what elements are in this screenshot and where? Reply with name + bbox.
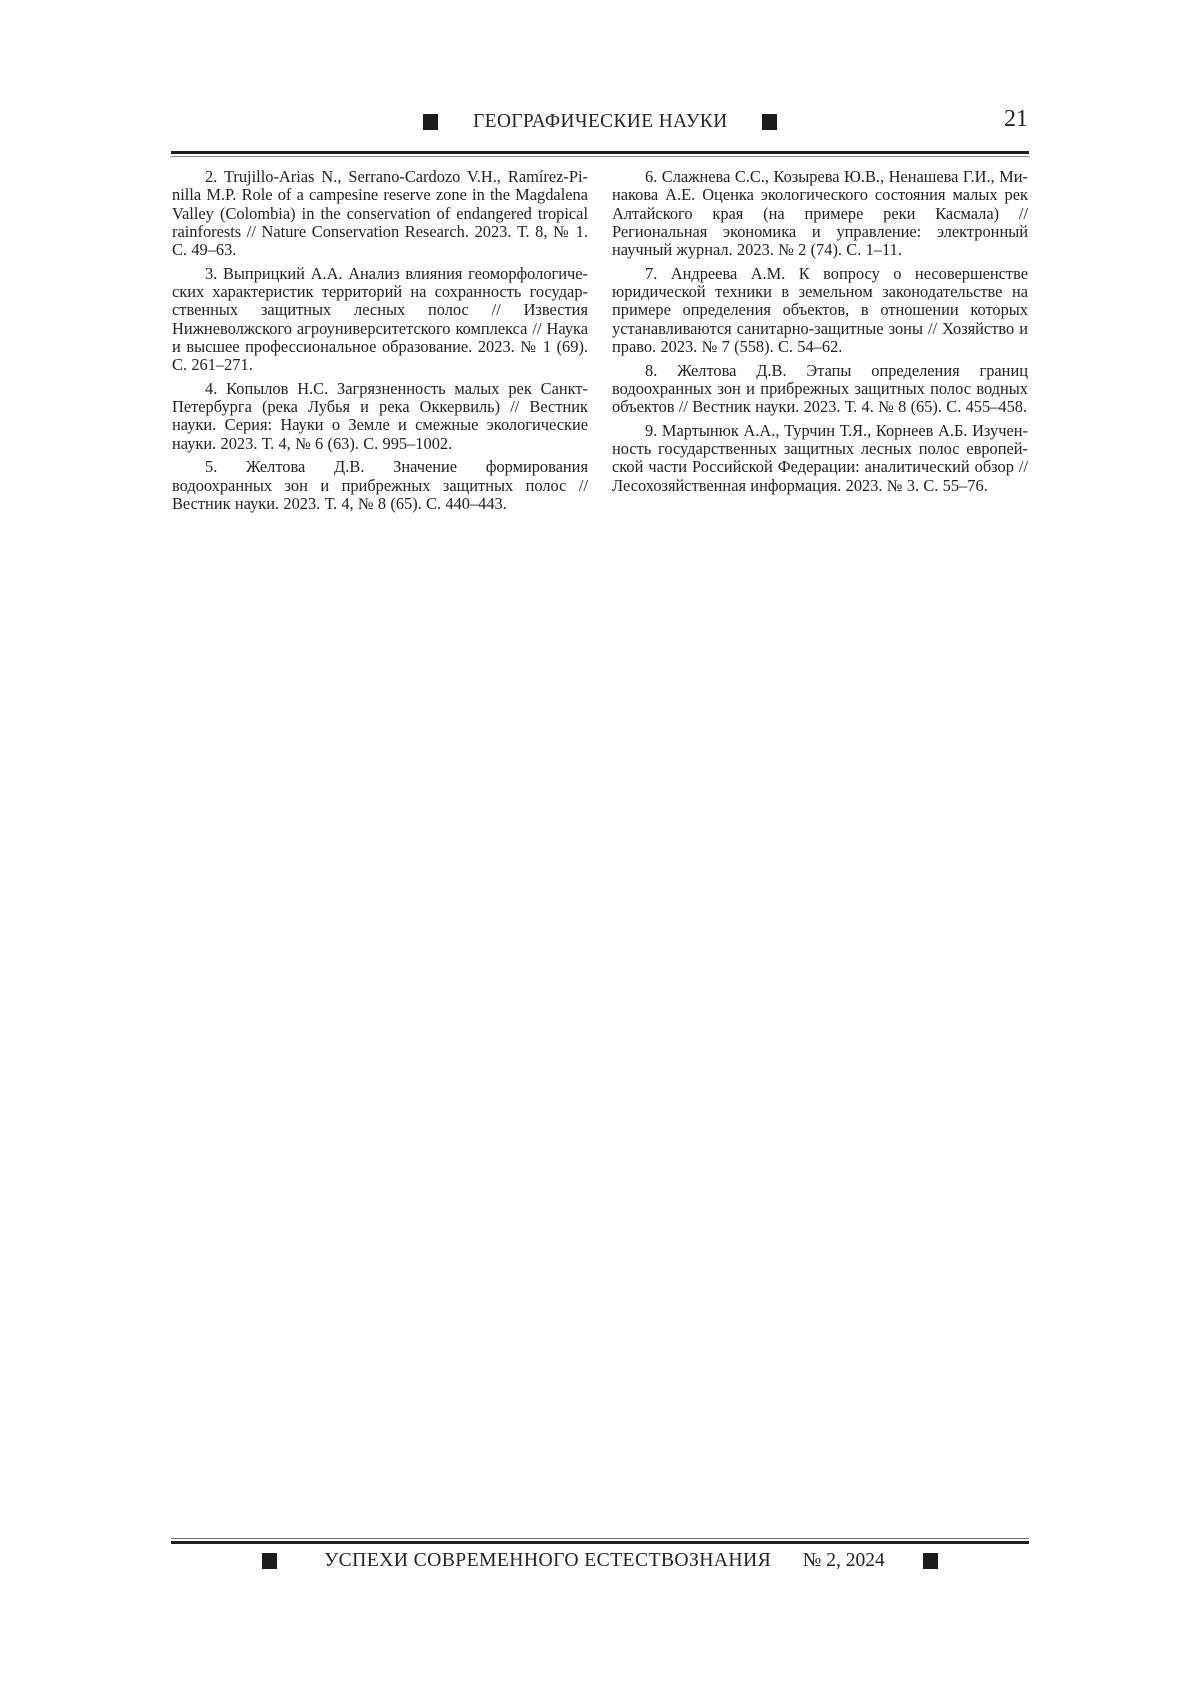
reference-item: 5. Желтова Д.В. Значение формирования водоохранных зон и прибрежных защитных полос // Вестник науки. 2023. Т. 4, № 8 (65). С. 440–443. — [172, 457, 588, 513]
journal-issue: № 2, 2024 — [802, 1550, 885, 1571]
references-column-left — [172, 168, 588, 519]
footer-marker-left-icon — [262, 1553, 277, 1569]
section-marker-left-icon — [423, 114, 438, 130]
header-rule — [171, 151, 1029, 157]
reference-item: 2. Trujillo-Arias N., Serrano-Cardozo V.H., Ramírez-Pinilla M.P. Role of a campesine reserve zone in the Magdalena Valley (Colombia) in the conservation of endangered tropical rainforests // Nature Conservation Research. 2023. Т. 8, № 1. С. 49–63. — [172, 167, 588, 259]
references-columns — [172, 168, 1028, 519]
reference-item: 8. Желтова Д.В. Этапы определения границ водоохранных зон и прибрежных защитных полос водных объектов // Вестник науки. 2023. Т. 4. № 8 (65). С. 455–458. — [612, 360, 1028, 416]
page-footer — [172, 1549, 1028, 1572]
section-marker-right-icon — [762, 114, 777, 130]
reference-item: 4. Копылов Н.С. Загрязненность малых рек Санкт-Петербурга (река Лубья и река Оккервиль) // Вестник науки. Серия: Науки о Земле и смежные экологические науки. 2023. Т. 4, № 6 (63). С. 995–1002. — [172, 378, 588, 453]
footer-marker-right-icon — [923, 1553, 938, 1569]
page-header — [172, 106, 1028, 140]
header-title-group — [423, 110, 778, 133]
reference-item: 7. Андреева А.М. К вопросу о несовершенстве юридической техники в земельном законодательстве на примере определения объектов, в отношении которых устанавливаются санитарно-защитные зоны // Хозяйство и право. 2023. № 7 (558). С. 54–62. — [612, 263, 1028, 356]
reference-item: 9. Мартынюк А.А., Турчин Т.Я., Корнеев А.Б. Изученность государственных защитных лесных полос европейской части Российской Федерации: аналитический обзор // Лесохозяйственная информация. 2023. № 3. С. 55–76. — [612, 420, 1028, 495]
journal-title: УСПЕХИ СОВРЕМЕННОГО ЕСТЕСТВОЗНАНИЯ — [324, 1549, 772, 1571]
footer-group — [262, 1549, 937, 1572]
footer-text-group — [315, 1549, 884, 1572]
reference-item: 3. Выприцкий А.А. Анализ влияния геоморфологических характеристик территорий на сохранность государственных защитных лесных полос // Известия Нижневолжского агроуниверситетского комплекса // Наука и высшее профессиональное образование. 2023. № 1 (69). С. 261–271. — [172, 263, 588, 374]
page-number: 21 — [1004, 106, 1028, 132]
references-column-right — [612, 168, 1028, 519]
reference-item: 6. Слажнева С.С., Козырева Ю.В., Ненашева Г.И., Минакова А.Е. Оценка экологического состояния малых рек Алтайского края (на примере реки Касмала) // Региональная экономика и управление: электронный научный журнал. 2023. № 2 (74). С. 1–11. — [612, 167, 1028, 259]
footer-rule — [171, 1538, 1029, 1544]
section-title: ГЕОГРАФИЧЕСКИЕ НАУКИ — [472, 110, 728, 132]
